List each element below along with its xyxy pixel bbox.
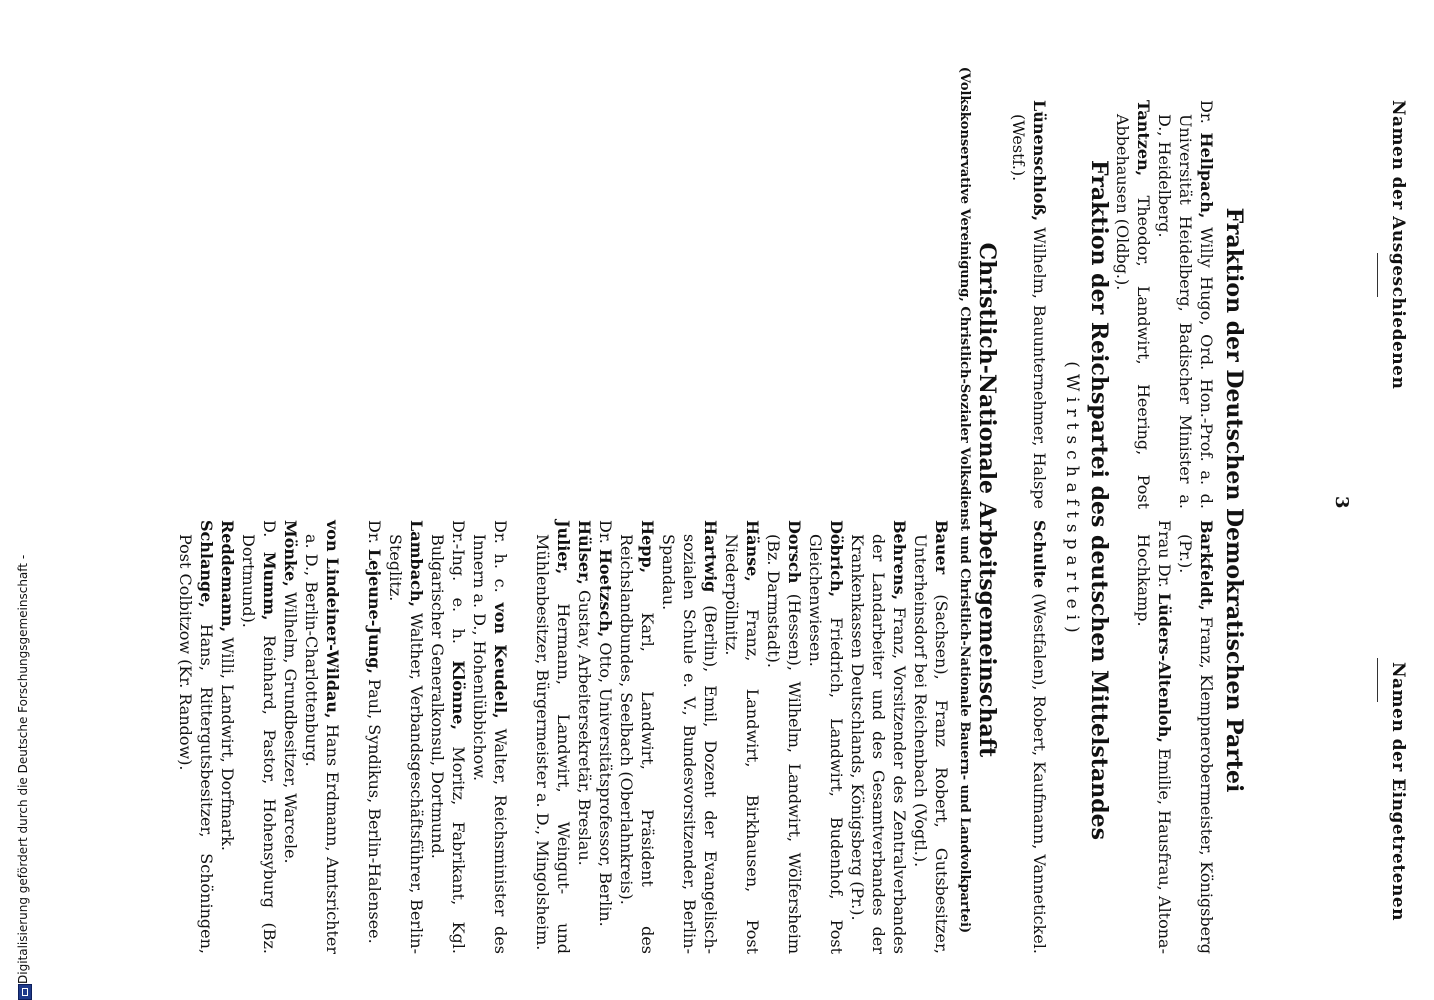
right-entry: Dr. h. c. von Keudell, Walter, Reichsminister des Innern a. D., Hohenlübbichow. bbox=[470, 520, 510, 954]
right-entry: Frau Dr. Lüders-Altenloh, Emilie, Hausfrau, Altona-Hochkamp. bbox=[1134, 520, 1174, 954]
right-entry: Dr. Hoetzsch, Otto, Universitätsprofessor, Berlin. bbox=[596, 520, 615, 927]
right-entry: Reddemann, Willi, Landwirt, Dorfmark. bbox=[218, 520, 237, 852]
left-entry: Tantzen, Theodor, Landwirt, Heering, Post Abbehausen (Oldbg.). bbox=[1113, 100, 1153, 509]
section-subtitle: (Wirtschaftspartei) bbox=[1062, 361, 1082, 639]
right-entry: Julier, Hermann, Landwirt, Weingut- und Mühlenbesitzer, Bürgermeister a. D., Mingolsheim. bbox=[533, 520, 573, 954]
right-entry: Bauer (Sachsen), Franz Robert, Gutsbesitzer, Unterheinsdorf bei Reichenbach (Vogtl.). bbox=[911, 520, 951, 954]
left-header-rule bbox=[1377, 253, 1378, 297]
right-entry: Barkfeldt, Franz, Klempnerobermeister, Königsberg (Pr.). bbox=[1176, 520, 1216, 954]
right-column-header: Namen der Eingetretenen bbox=[1388, 662, 1408, 922]
section-title-ddp: Fraktion der Deutschen Demokratischen Partei bbox=[1221, 207, 1247, 793]
right-entry: Hülser, Gustav, Arbeitersekretär, Breslau. bbox=[575, 520, 594, 866]
section-title-cna: Christlich-Nationale Arbeitsgemeinschaft bbox=[974, 242, 1000, 758]
funding-note: Digitalisierung gefördert durch die Deutsche Forschungsgemeinschaft - bbox=[16, 554, 30, 984]
right-entry: Behrens, Franz, Vorsitzender des Zentralverbandes der Landarbeiter und des Gesamtverbandes der Krankenkassen Deutschlands, Königsberg (Pr.). bbox=[848, 520, 909, 954]
right-entry: von Lindeiner-Wildau, Hans Erdmann, Amtsrichter a. D., Berlin-Charlottenburg. bbox=[302, 520, 342, 954]
right-entry: D. Mumm, Reinhard, Pastor, Hohensyburg (Bz. Dortmund). bbox=[239, 520, 279, 954]
right-entry: Hartwig (Berlin), Emil, Dozent der Evangelisch-sozialen Schule e. V., Bundesvorsitzender, Berlin-Spandau. bbox=[659, 520, 720, 954]
right-entry: Dr.-Ing. e. h. Klönne, Moritz, Fabrikant, Kgl. Bulgarischer Generalkonsul, Dortmund. bbox=[428, 520, 468, 954]
right-entry: Schulte (Westfalen), Robert, Kaufmann, Vannetickel. bbox=[1030, 520, 1049, 954]
right-entry: Dorsch (Hessen), Wilhelm, Landwirt, Wölfersheim (Bz. Darmstadt). bbox=[764, 520, 804, 954]
right-entry: Döbrich, Friedrich, Landwirt, Budenhof, Post Gleichenwiesen. bbox=[806, 520, 846, 954]
right-entry: Lambach, Walther, Verbandsgeschäftsführer, Berlin-Steglitz. bbox=[386, 520, 426, 954]
left-entry: Lünenschloß, Wilhelm, Bauunternehmer, Halspe (Westf.). bbox=[1009, 100, 1049, 509]
left-entry: Dr. Hellpach, Willy Hugo, Ord. Hon.-Prof. a. d. Universität Heidelberg, Badischer Minister a. D., Heidelberg. bbox=[1155, 100, 1216, 510]
right-entry: Hepp, Karl, Landwirt, Präsident des Reichslandbundes, Seelbach (Oberlahnkreis). bbox=[617, 520, 657, 954]
right-header-rule bbox=[1377, 658, 1378, 702]
right-entry: Schlange, Hans, Rittergutsbesitzer, Schöningen, Post Colbitzow (Kr. Randow). bbox=[176, 520, 216, 954]
left-column-header: Namen der Ausgeschiedenen bbox=[1388, 100, 1408, 390]
page-number: 3 bbox=[1331, 496, 1352, 509]
right-entry: Dr. Lejeune-Jung, Paul, Syndikus, Berlin-Halensee. bbox=[365, 520, 384, 944]
funding-footer bbox=[16, 0, 34, 1000]
dfg-logo-icon bbox=[18, 984, 32, 1000]
section-title-wirtschaftspartei: Fraktion der Reichspartei des deutschen Mittelstandes bbox=[1086, 160, 1112, 840]
right-entry: Hänse, Franz, Landwirt, Birkhausen, Post Niederpöllnitz. bbox=[722, 520, 762, 954]
section-subtitle: (Volkskonservative Vereinigung, Christlich-Sozialer Volksdienst und Christlich-Nationale Bauern- und Landvolkpartei) bbox=[957, 66, 972, 934]
right-entry: Mönke, Wilhelm, Grundbesitzer, Warcele. bbox=[281, 520, 300, 864]
